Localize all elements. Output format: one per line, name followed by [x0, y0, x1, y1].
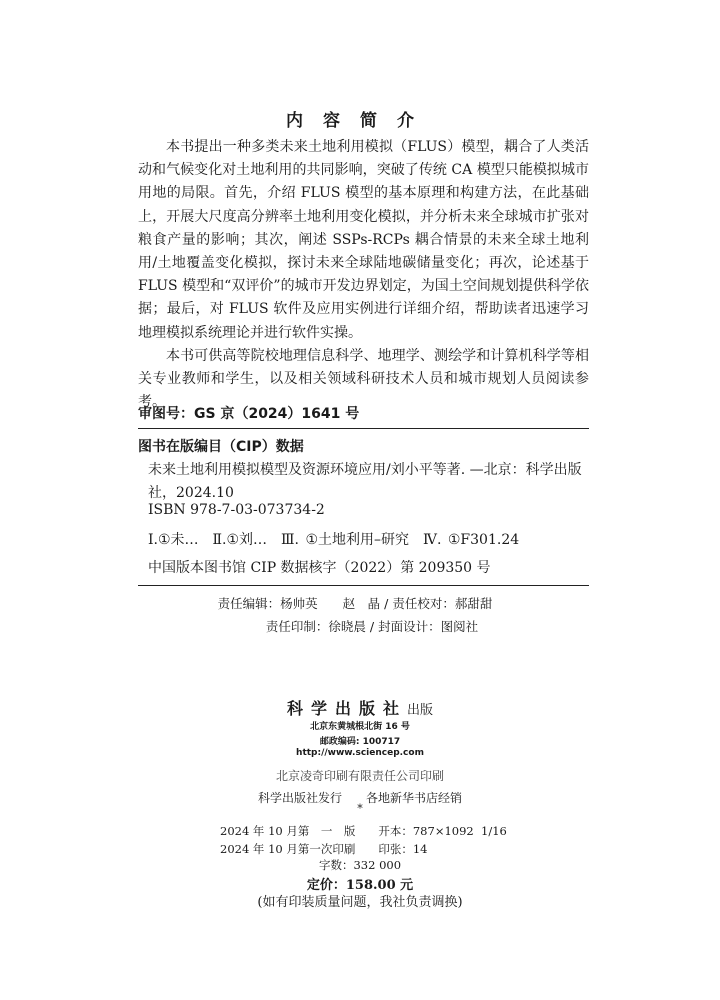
cip-heading: 图书在版编目（CIP）数据	[138, 439, 304, 455]
distribution-line: 科学出版社发行 各地新华书店经销	[257, 791, 462, 805]
production-credits: 责任印制：徐晓晨 / 封面设计：图阅社	[265, 619, 479, 634]
cip-isbn: ISBN 978-7-03-073734-2	[148, 502, 325, 518]
publisher-url: http://www.sciencep.com	[296, 748, 424, 758]
publisher-line	[0, 696, 720, 719]
separator-star: *	[357, 802, 363, 815]
summary-body	[138, 136, 589, 414]
publisher-address: 北京东黄城根北街 16 号	[310, 722, 410, 732]
publisher-postcode: 邮政编码: 100717	[319, 737, 401, 747]
editor-credits: 责任编辑：杨帅英 赵 晶 / 责任校对：郝甜甜	[217, 596, 493, 611]
publisher-suffix: 出版	[407, 703, 434, 718]
word-count: 字数：332 000	[318, 858, 402, 872]
summary-paragraph-1: 本书提出一种多类未来土地利用模拟（FLUS）模型，耦合了人类活动和气候变化对土地利用的共同影响，突破了传统 CA 模型只能模拟城市用地的局限。首先，介绍 FLUS 模型的基本原理和构建方法，在此基础上，开展大尺度高分辨率土地利用变化模拟，并分析未来全球城市扩张对粮食产量的影响；其次，阐述 SSPs-RCPs 耦合情景的未来全球土地利用/土地覆盖变化模拟，探讨未来全球陆地碳储量变化；再次，论述基于 FLUS 模型和“双评价”的城市开发边界划定，为国土空间规划提供科学依据；最后，对 FLUS 软件及应用实例进行详细介绍，帮助读者迅速学习地理模拟系统理论并进行软件实操。	[138, 139, 589, 341]
quality-notice: (如有印装质量问题，我社负责调换)	[257, 895, 463, 910]
summary-title: 内容简介	[286, 111, 434, 131]
summary-paragraph-2: 本书可供高等院校地理信息科学、地理学、测绘学和计算机科学等相关专业教师和学生，以及相关领域科研技术人员和城市规划人员阅读参考。	[138, 347, 589, 411]
publisher-name: 科学出版社	[286, 699, 407, 718]
printing-line: 2024 年 10 月第一次印刷 印张：14	[220, 842, 428, 856]
cip-check-number: 中国版本图书馆 CIP 数据核字（2022）第 209350 号	[148, 560, 491, 576]
map-review-number: 审图号：GS 京（2024）1641 号	[138, 406, 360, 422]
price: 定价：158.00 元	[306, 878, 414, 893]
printer-line: 北京凌奇印刷有限责任公司印刷	[275, 769, 444, 783]
cip-entry: 未来土地利用模拟模型及资源环境应用/刘小平等著. —北京：科学出版社，2024.10	[148, 462, 582, 501]
edition-line: 2024 年 10 月第 一 版 开本：787×1092 1/16	[220, 824, 507, 838]
divider-top	[138, 428, 589, 429]
cip-classification: Ⅰ.①未… Ⅱ.①刘… Ⅲ. ①土地利用–研究 Ⅳ. ①F301.24	[148, 532, 520, 548]
divider-bottom	[138, 585, 589, 586]
